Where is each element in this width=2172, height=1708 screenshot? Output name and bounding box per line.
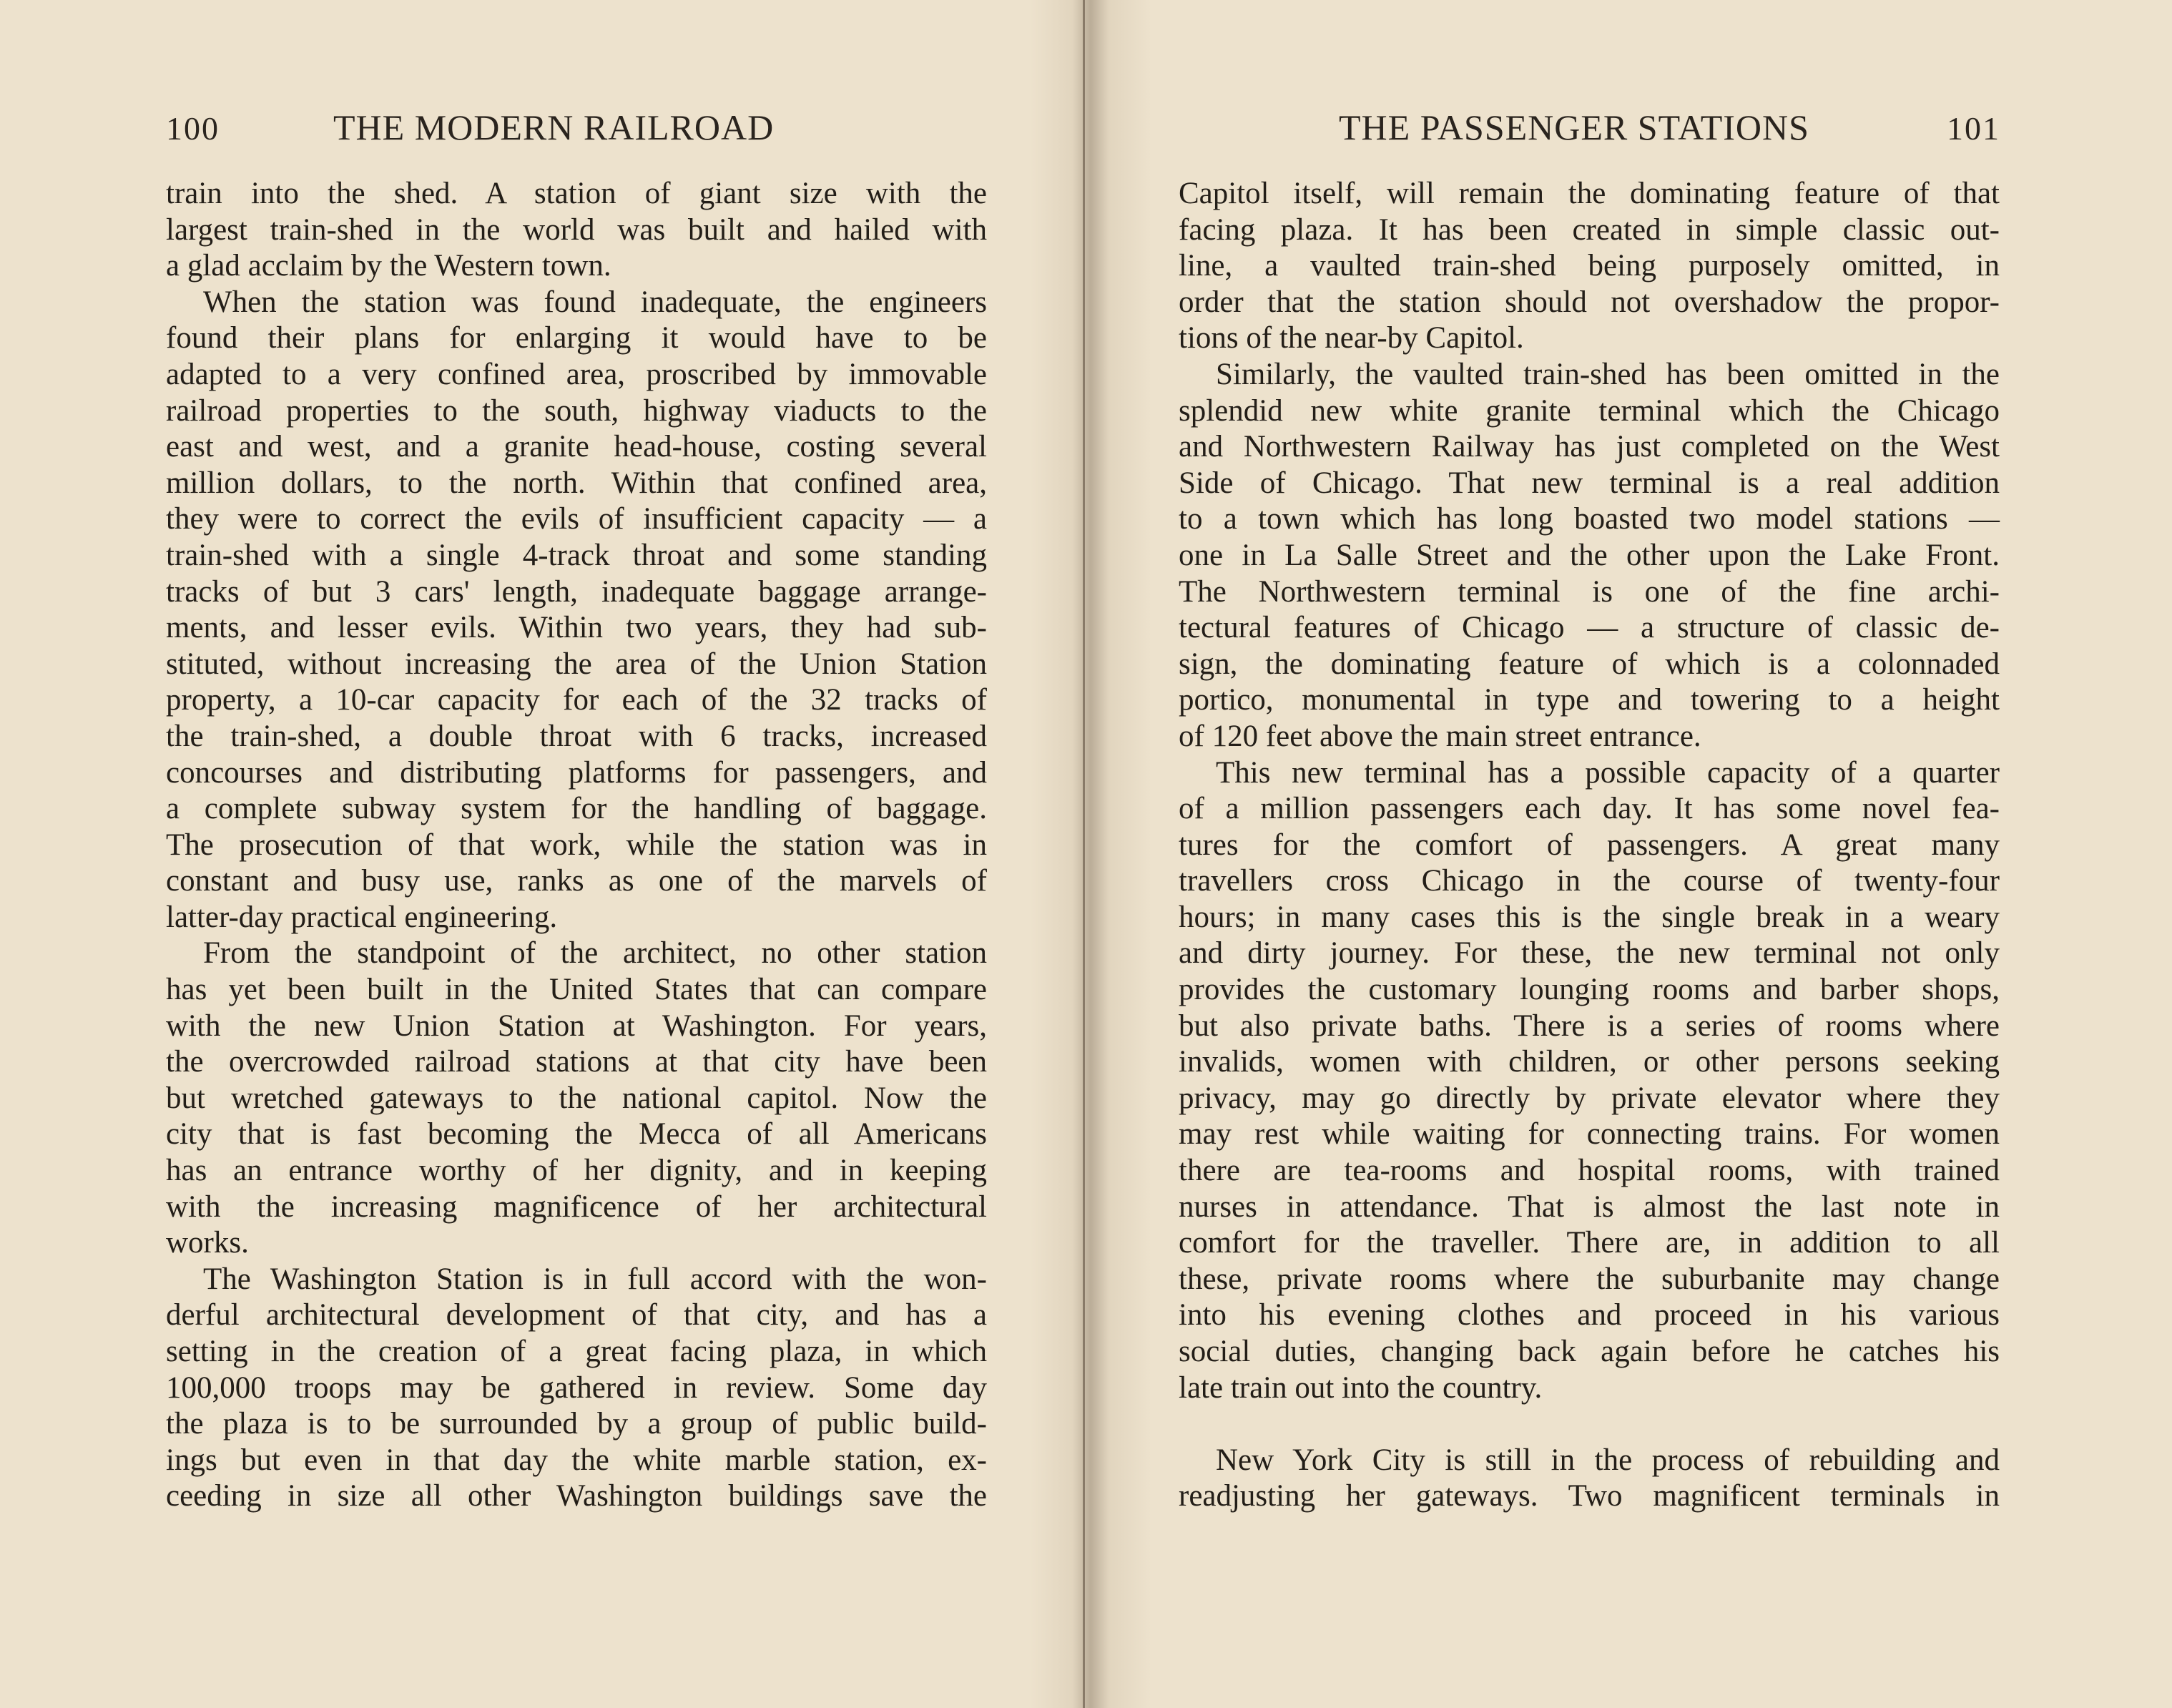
text-line: works. xyxy=(166,1226,249,1260)
text-line: Side of Chicago. That new terminal is a real addition xyxy=(1179,466,2000,500)
text-line: ments, and lesser evils. Within two years, they had sub- xyxy=(166,611,987,645)
text-line: there are tea-rooms and hospital rooms, with trained xyxy=(1179,1154,2000,1188)
text-line: invalids, women with children, or other persons seeking xyxy=(1179,1045,2000,1079)
text-line: tracks of but 3 cars' length, inadequate baggage arrange- xyxy=(166,574,987,609)
text-line: into his evening clothes and proceed in his various xyxy=(1179,1298,2000,1332)
right-page-text xyxy=(1179,176,2000,1515)
text-line: to a town which has long boasted two model stations — xyxy=(1179,502,2000,536)
text-line: ceeding in size all other Washington buildings save the xyxy=(166,1479,987,1513)
text-line: nurses in attendance. That is almost the last note in xyxy=(1179,1189,2000,1224)
running-head-left: THE MODERN RAILROAD xyxy=(333,107,775,147)
left-page-text xyxy=(166,176,987,1515)
text-line: derful architectural development of that city, and has a xyxy=(166,1298,987,1332)
text-line: million dollars, to the north. Within that confined area, xyxy=(166,466,987,500)
text-line: a complete subway system for the handling of baggage. xyxy=(166,792,987,826)
text-line: a glad acclaim by the Western town. xyxy=(166,249,611,283)
text-line: stituted, without increasing the area of the Union Station xyxy=(166,647,987,681)
text-line: of a million passengers each day. It has some novel fea- xyxy=(1179,792,2000,826)
text-line: tectural features of Chicago — a structure of classic de- xyxy=(1179,611,2000,645)
right-page xyxy=(1086,0,2172,1708)
text-line: late train out into the country. xyxy=(1179,1370,1543,1405)
section-break xyxy=(1179,1406,2000,1443)
text-line: east and west, and a granite head-house, costing several xyxy=(166,430,987,464)
text-line: train into the shed. A station of giant size with the xyxy=(166,177,987,210)
text-line: they were to correct the evils of insufficient capacity — a xyxy=(166,502,987,536)
text-line: has an entrance worthy of her dignity, and in keeping xyxy=(166,1154,987,1188)
text-line: with the new Union Station at Washington. For years, xyxy=(166,1008,987,1043)
text-line: From the standpoint of the architect, no other station xyxy=(203,936,987,971)
text-line: 100,000 troops may be gathered in review. Some day xyxy=(166,1370,987,1405)
text-line: readjusting her gateways. Two magnificent terminals in xyxy=(1179,1479,2000,1513)
text-line: with the increasing magnificence of her architectural xyxy=(166,1189,987,1224)
text-line: the overcrowded railroad stations at that city have been xyxy=(166,1045,987,1079)
text-line: portico, monumental in type and towering to a height xyxy=(1179,683,2000,717)
text-line: tures for the comfort of passengers. A great many xyxy=(1179,828,2000,862)
text-line: hours; in many cases this is the single break in a weary xyxy=(1179,900,2000,934)
text-line: setting in the creation of a great facing plaza, in which xyxy=(166,1335,987,1368)
text-line: and dirty journey. For these, the new terminal not only xyxy=(1179,936,2000,971)
text-line: The prosecution of that work, while the station was in xyxy=(166,828,987,862)
text-line: the train-shed, a double throat with 6 tracks, increased xyxy=(166,719,987,753)
text-line: travellers cross Chicago in the course of twenty-four xyxy=(1179,864,2000,898)
text-line: This new terminal has a possible capacity of a quarter xyxy=(1216,755,2000,790)
text-line: tions of the near-by Capitol. xyxy=(1179,321,1524,355)
text-line: these, private rooms where the suburbanite may change xyxy=(1179,1262,2000,1296)
text-line: The Washington Station is in full accord with the won- xyxy=(203,1262,987,1296)
text-line: constant and busy use, ranks as one of the marvels of xyxy=(166,864,987,898)
text-line: the plaza is to be surrounded by a group of public build- xyxy=(166,1407,987,1441)
text-line: latter-day practical engineering. xyxy=(166,900,558,934)
text-line: but wretched gateways to the national capitol. Now the xyxy=(166,1081,987,1115)
page-number-left: 100 xyxy=(166,110,220,147)
text-line: property, a 10-car capacity for each of the 32 tracks of xyxy=(166,683,987,717)
text-line: splendid new white granite terminal which the Chicago xyxy=(1179,393,2000,428)
text-line: concourses and distributing platforms for passengers, and xyxy=(166,755,987,790)
text-line: provides the customary lounging rooms and barber shops, xyxy=(1179,973,2000,1007)
text-line: city that is fast becoming the Mecca of all Americans xyxy=(166,1117,987,1152)
text-line: but also private baths. There is a series of rooms where xyxy=(1179,1008,2000,1043)
text-line: sign, the dominating feature of which is a colonnaded xyxy=(1179,647,2000,681)
text-line: found their plans for enlarging it would have to be xyxy=(166,321,987,355)
text-line: one in La Salle Street and the other upon the Lake Front. xyxy=(1179,538,2000,572)
text-line: social duties, changing back again before he catches his xyxy=(1179,1335,2000,1368)
text-line: privacy, may go directly by private elevator where they xyxy=(1179,1081,2000,1115)
text-line: railroad properties to the south, highway viaducts to the xyxy=(166,393,987,428)
text-line: Similarly, the vaulted train-shed has been omitted in the xyxy=(1216,357,2000,391)
text-line: comfort for the traveller. There are, in addition to all xyxy=(1179,1226,2000,1260)
text-line: New York City is still in the process of rebuilding and xyxy=(1216,1443,2000,1477)
running-head-right: THE PASSENGER STATIONS xyxy=(1339,107,1809,147)
text-line: and Northwestern Railway has just completed on the West xyxy=(1179,430,2000,464)
text-line: When the station was found inadequate, the engineers xyxy=(203,285,987,319)
text-line: facing plaza. It has been created in simple classic out- xyxy=(1179,212,2000,247)
text-line: ings but even in that day the white marble station, ex- xyxy=(166,1443,987,1477)
text-line: largest train-shed in the world was built and hailed with xyxy=(166,212,987,247)
text-line: may rest while waiting for connecting trains. For women xyxy=(1179,1117,2000,1152)
text-line: adapted to a very confined area, proscribed by immovable xyxy=(166,357,987,391)
text-line: train-shed with a single 4-track throat and some standing xyxy=(166,538,987,572)
text-line: order that the station should not overshadow the propor- xyxy=(1179,285,2000,319)
page-number-right: 101 xyxy=(1947,110,2000,147)
text-line: line, a vaulted train-shed being purposely omitted, in xyxy=(1179,249,2000,283)
text-line: has yet been built in the United States that can compare xyxy=(166,973,987,1007)
text-line: The Northwestern terminal is one of the fine archi- xyxy=(1179,574,2000,609)
text-line: Capitol itself, will remain the dominating feature of that xyxy=(1179,177,2000,210)
text-line: of 120 feet above the main street entrance. xyxy=(1179,719,1701,753)
